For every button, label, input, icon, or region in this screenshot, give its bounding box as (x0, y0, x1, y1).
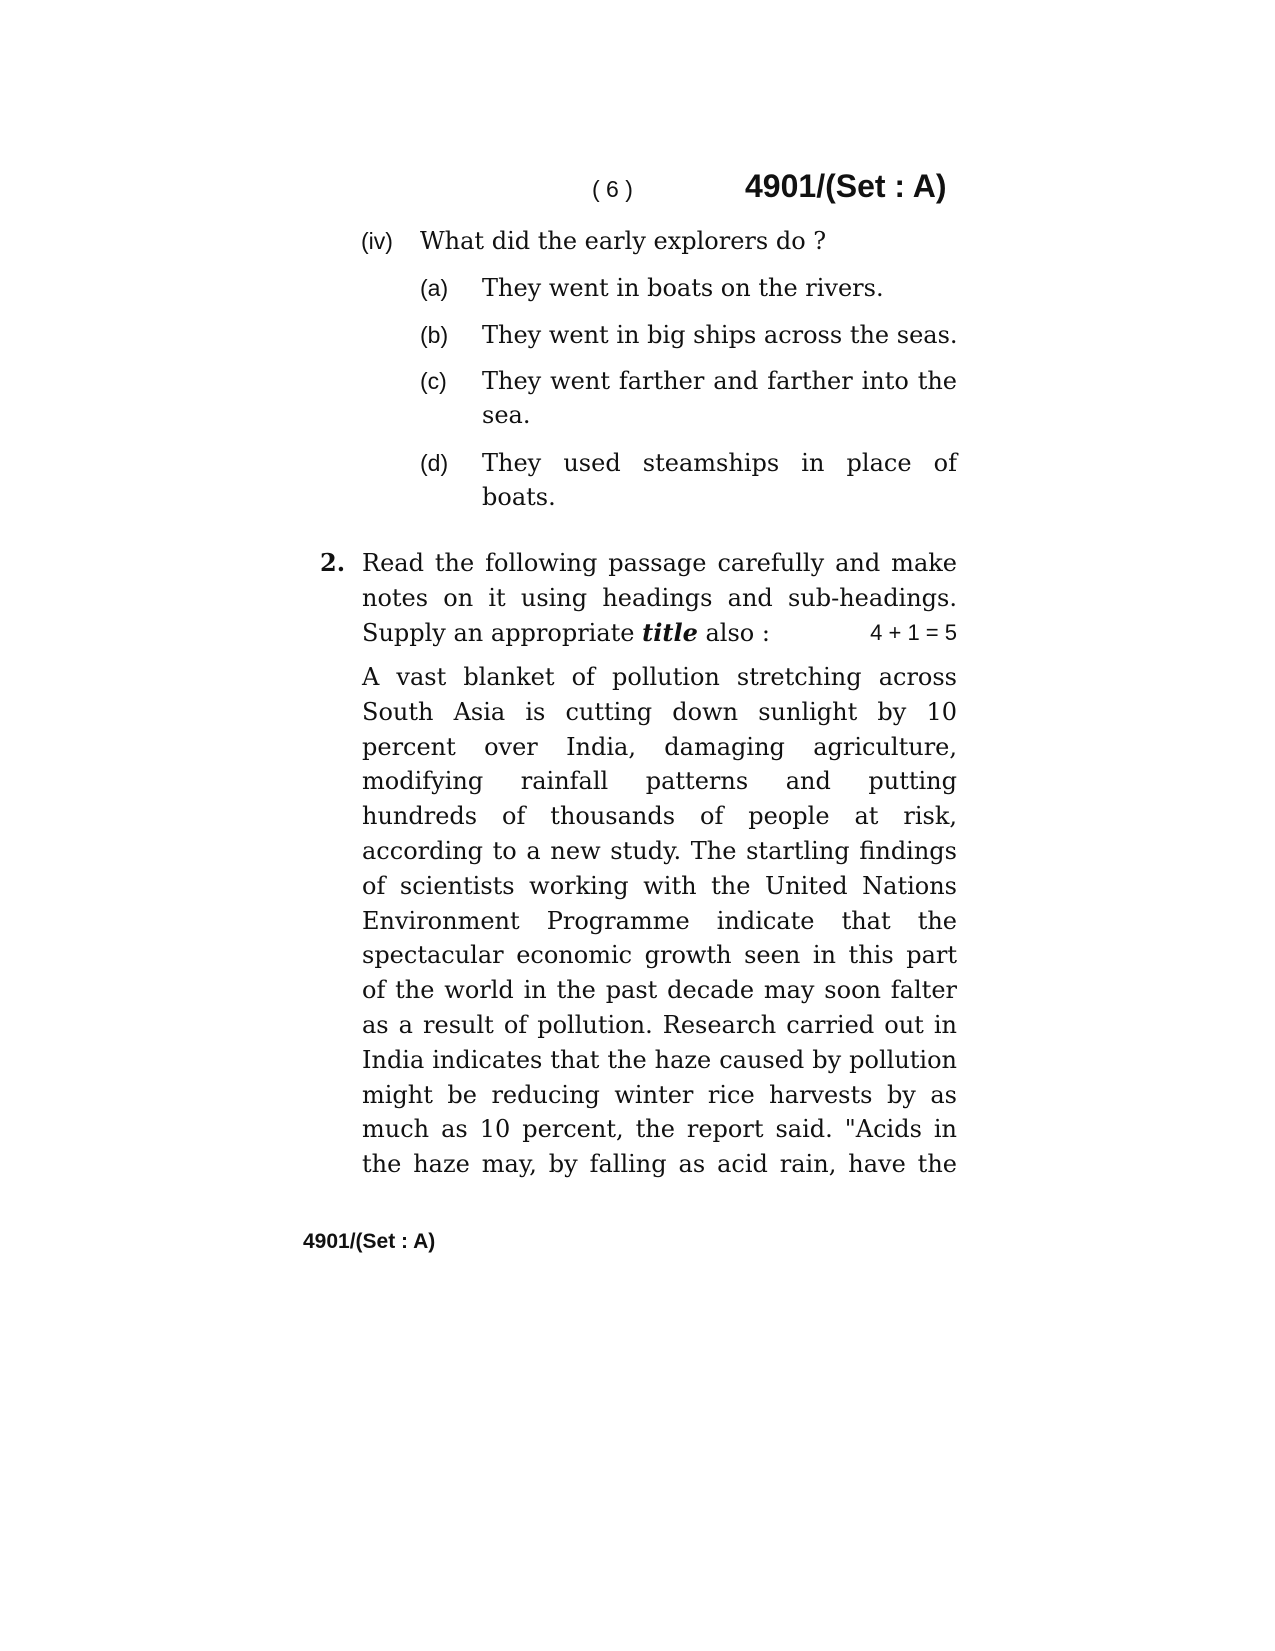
question-2-instruction-line-1: Read the following passage carefully and make (362, 549, 957, 577)
passage-text: A vast blanket of pollution stretching across South Asia is cutting down sunlight by 10 percent over India, damaging agriculture, modifying rainfall patterns and putting hundreds of thousands of people at risk, according to a new study. The startling findings of scientists working with the United Nations Environment Programme indicate that the spectacular economic growth seen in this part of the world in the past decade may soon falter as a result of pollution. Research carried out in India indicates that the haze caused by pollution might be reducing winter rice harvests by as much as 10 percent, the report said. "Acids in the haze may, by falling as acid rain, have the (362, 663, 957, 1179)
instruction-emphasis-title: title (642, 618, 698, 647)
option-c-label: (c) (420, 368, 447, 394)
footer-paper-code: 4901/(Set : A) (303, 1230, 436, 1253)
question-2-instruction-line-2: notes on it using headings and sub-headings. (362, 584, 957, 612)
instruction-text-before: Supply an appropriate (362, 619, 635, 647)
question-iv-text: What did the early explorers do ? (420, 227, 827, 255)
question-2-number: 2. (320, 548, 346, 577)
page-number: ( 6 ) (592, 176, 633, 202)
option-b-label: (b) (420, 322, 449, 348)
option-d-text: They used steamships in place of boats. (482, 449, 957, 511)
marks-allocation: 4 + 1 = 5 (870, 620, 957, 645)
instruction-text-after: also : (705, 619, 770, 647)
question-iv-number: (iv) (361, 228, 393, 254)
option-a-text: They went in boats on the rivers. (482, 274, 884, 302)
question-2-instruction-line-3 (362, 616, 957, 650)
header-paper-code: 4901/(Set : A) (745, 168, 947, 204)
option-b-text: They went in big ships across the seas. (482, 321, 958, 349)
option-c-text: They went farther and farther into the sea. (482, 367, 957, 429)
option-d-label: (d) (420, 450, 449, 476)
option-a-label: (a) (420, 275, 449, 301)
